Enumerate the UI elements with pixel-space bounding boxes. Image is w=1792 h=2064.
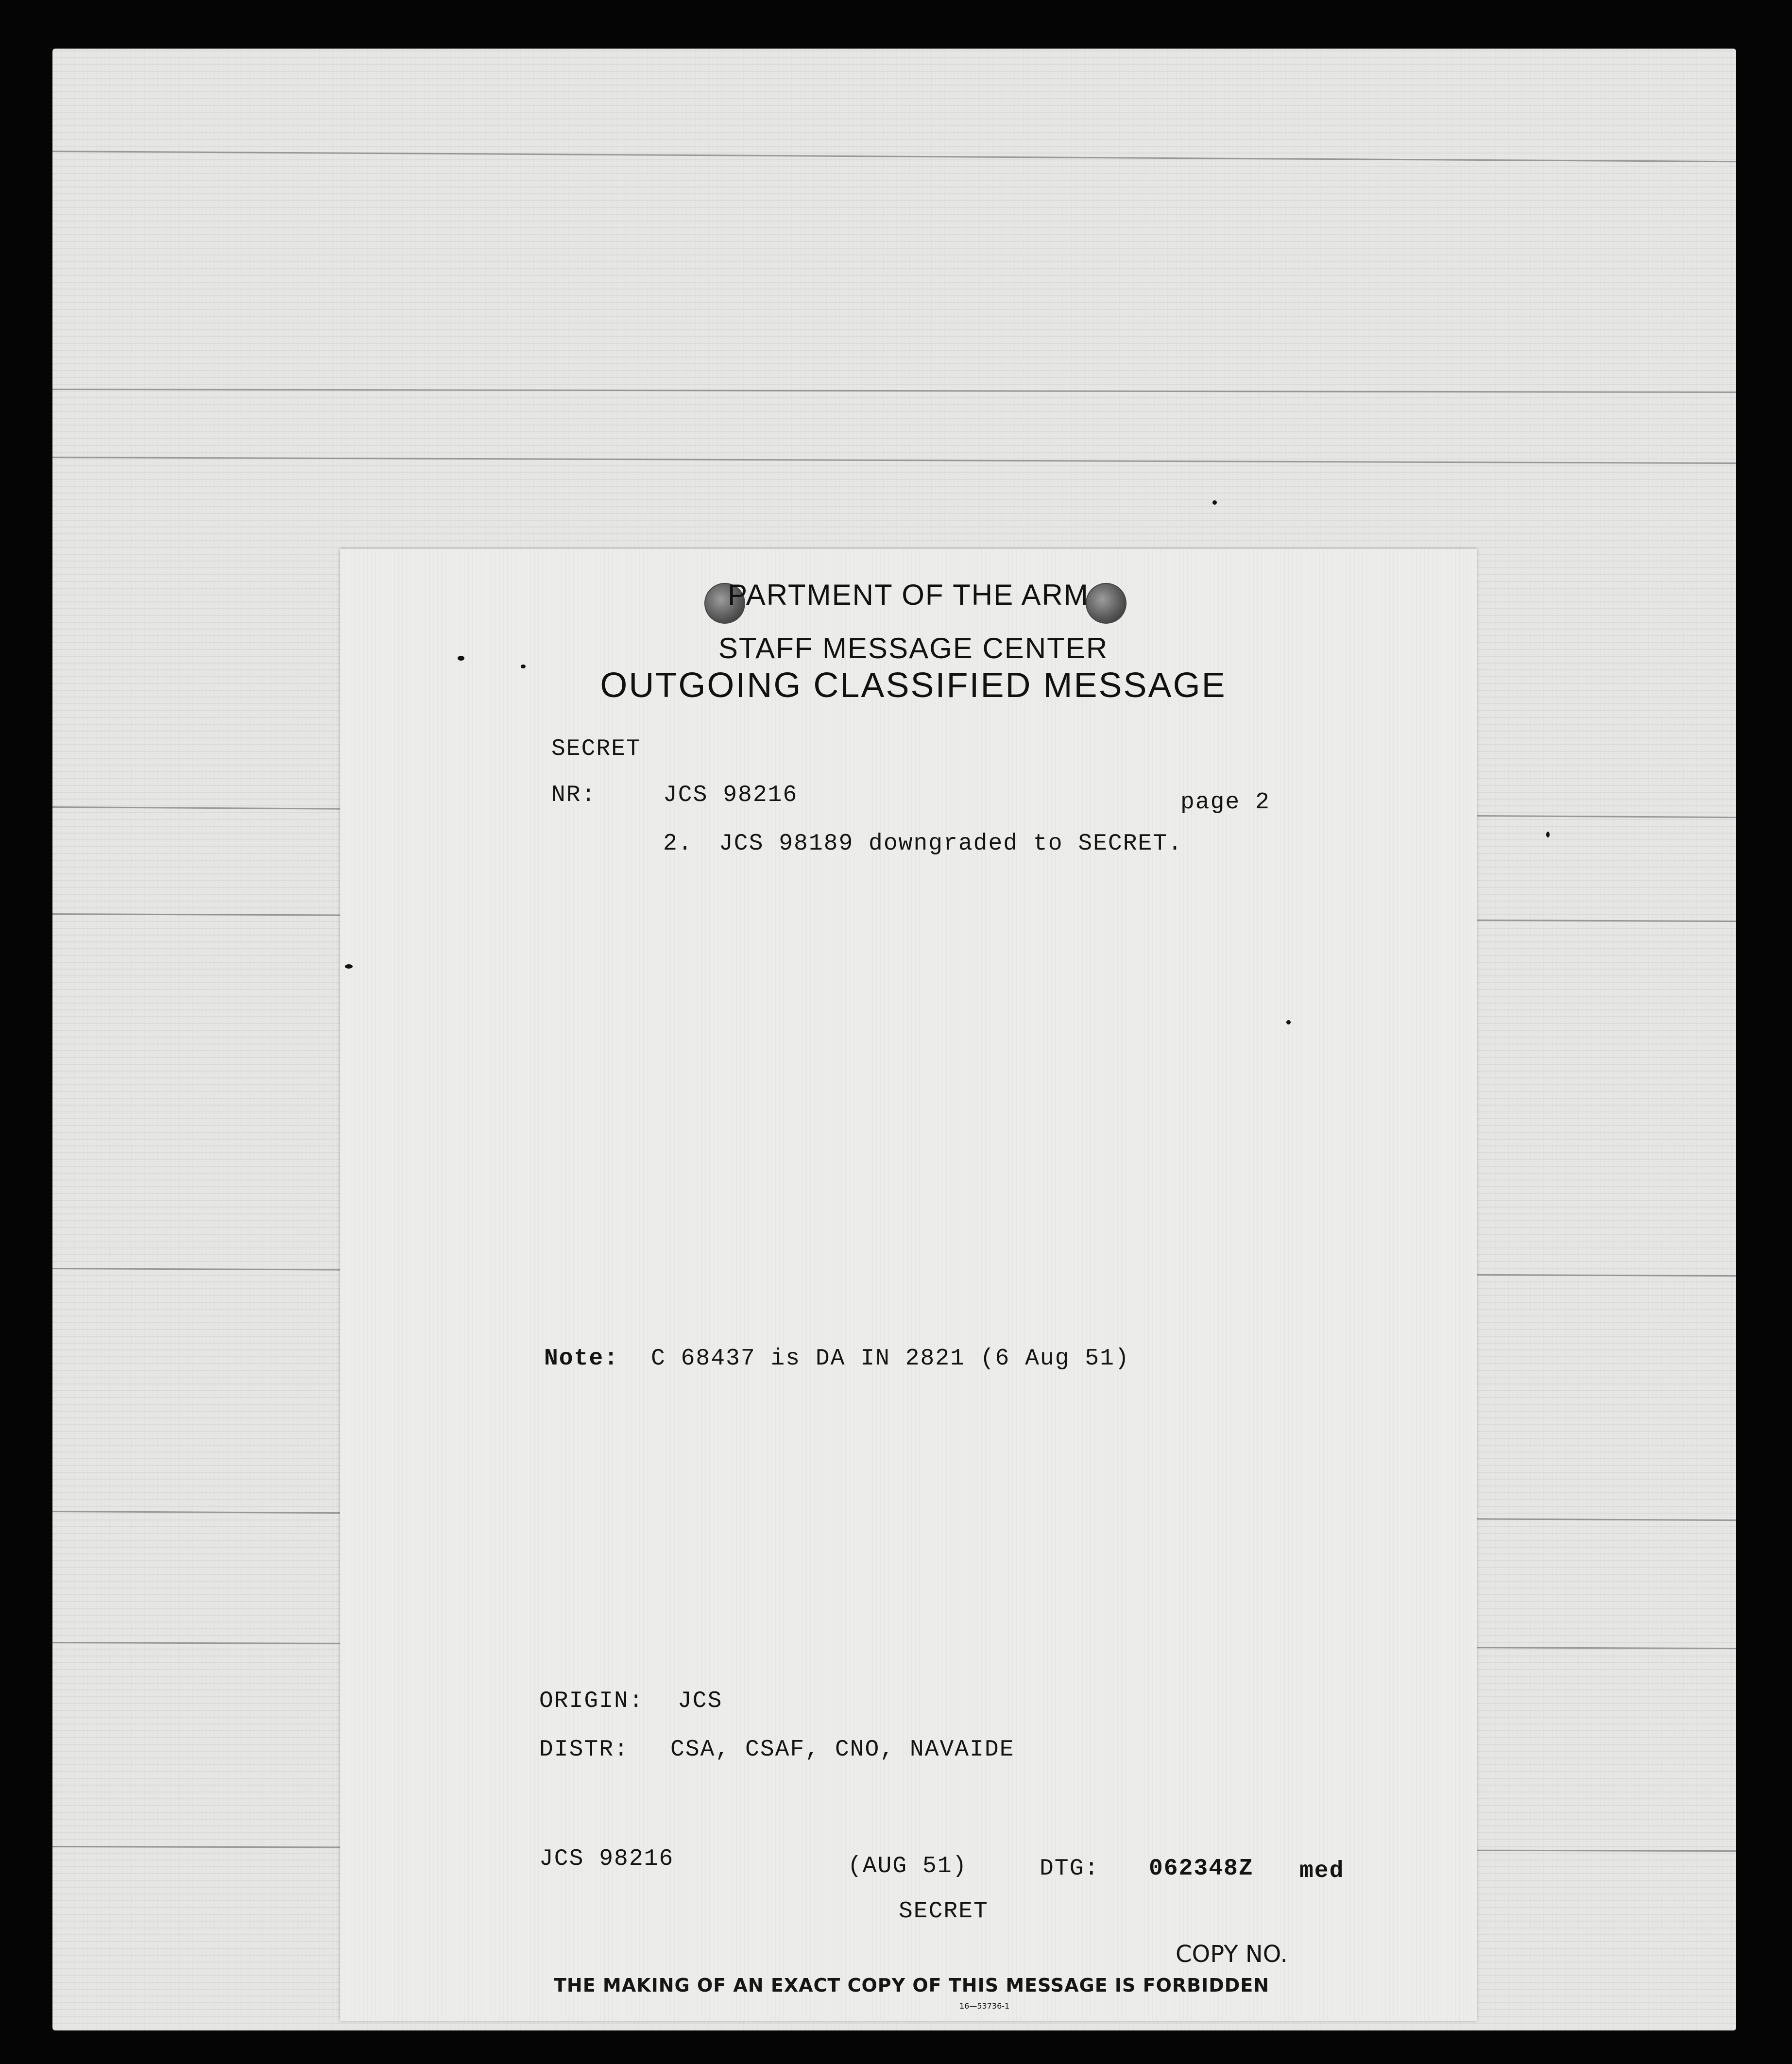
origin-label: ORIGIN: (539, 1688, 644, 1714)
department-heading: PARTMENT OF THE ARM (728, 579, 1089, 611)
speck (1286, 1020, 1291, 1024)
dtg-value: 062348Z (1149, 1856, 1254, 1882)
speck (345, 964, 353, 969)
copy-number: COPY NO. (1176, 1941, 1288, 1968)
nr-value: JCS 98216 (663, 782, 798, 808)
classification-top: SECRET (551, 736, 641, 762)
scratch-line (52, 389, 1736, 393)
note-label: Note: (544, 1346, 619, 1372)
footer-date: (AUG 51) (848, 1853, 968, 1879)
scratch-line (52, 151, 1736, 162)
dtg-label: DTG: (1040, 1856, 1100, 1882)
scratch-line (52, 457, 1736, 464)
speck (1546, 832, 1550, 837)
paragraph-number: 2. (663, 831, 693, 857)
message-center-heading: STAFF MESSAGE CENTER (718, 632, 1109, 665)
message-form (340, 549, 1477, 2021)
speck (458, 656, 464, 661)
form-number: 16—53736-1 (959, 2001, 1010, 2011)
footer-ref: JCS 98216 (539, 1846, 674, 1872)
paragraph-text: JCS 98189 downgraded to SECRET. (719, 831, 1183, 857)
classification-bottom: SECRET (899, 1898, 989, 1925)
form-title: OUTGOING CLASSIFIED MESSAGE (600, 666, 1227, 705)
nr-label: NR: (551, 782, 597, 808)
footer-suffix: med (1299, 1858, 1345, 1884)
speck (521, 665, 526, 668)
distr-value: CSA, CSAF, CNO, NAVAIDE (670, 1737, 1015, 1763)
page-number: page 2 (1180, 789, 1270, 816)
origin-value: JCS (678, 1688, 723, 1714)
speck (1212, 500, 1217, 505)
copy-warning: THE MAKING OF AN EXACT COPY OF THIS MESSAGE IS FORBIDDEN (554, 1975, 1270, 1996)
distr-label: DISTR: (539, 1737, 629, 1763)
note-text: C 68437 is DA IN 2821 (6 Aug 51) (651, 1346, 1130, 1372)
